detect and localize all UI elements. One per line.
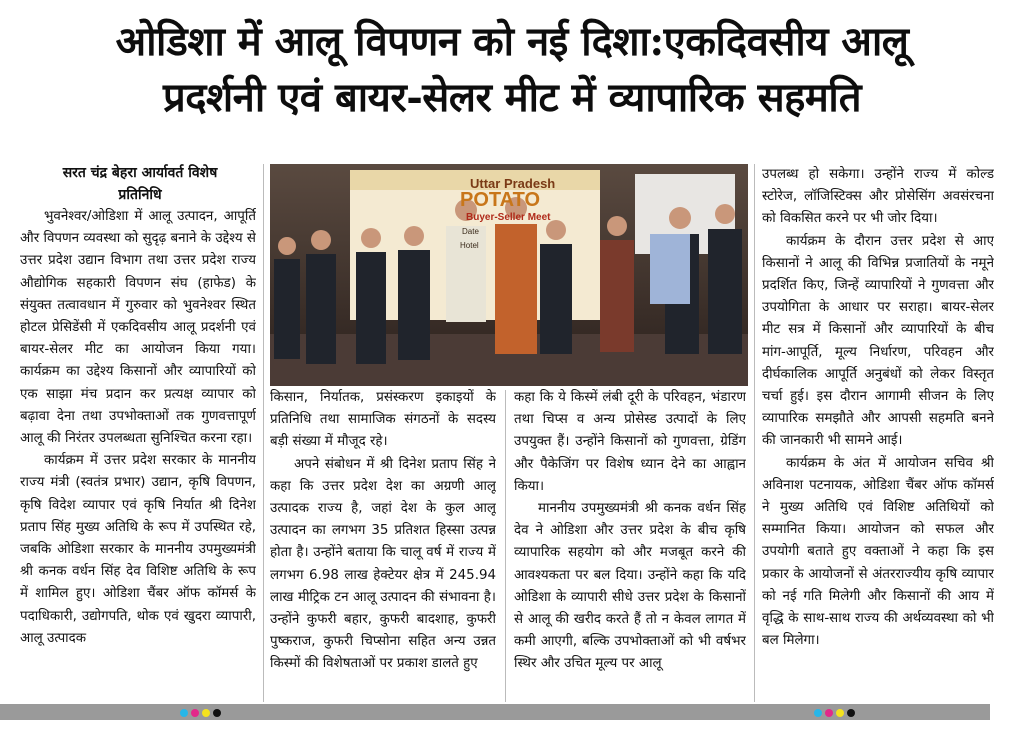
yellow-dot-icon (202, 709, 210, 717)
black-dot-icon (213, 709, 221, 717)
paragraph: भुवनेश्वर/ओडिशा में आलू उत्पादन, आपूर्ति और विपणन व्यवस्था को सुदृढ़ बनाने के उद्देश्य से उत्तर प्रदेश उद्यान विभाग तथा उत्तर प्रदेश राज्य औद्योगिक सहकारी विपणन संघ (हाफेड) के संयुक्त तत्वावधान में गुरुवार को भुवनेश्वर स्थित होटल प्रेसिडेंसी में एकदिवसीय आलू प्रदर्शनी एवं बायर-सेलर मीट का आयोजन किया गया। कार्यक्रम का उद्देश्य किसानों और व्यापारियों को एक साझा मंच प्रदान कर प्रत्यक्ष व्यापार को बढ़ावा देना तथा उपभोक्ताओं तक गुणवत्तापूर्ण आलू की निरंतर उपलब्धता सुनिश्चित करना रहा। (20, 209, 256, 447)
banner-text-2: POTATO (460, 189, 540, 211)
cyan-dot-icon (814, 709, 822, 717)
paragraph: माननीय उपमुख्यमंत्री श्री कनक वर्धन सिंह देव ने ओडिशा और उत्तर प्रदेश के बीच कृषि व्यापारिक सहयोग को और मजबूत करने की आवश्यकता पर बल दिया। उन्होंने कहा कि यदि ओडिशा के व्यापारी सीधे उत्तर प्रदेश के किसानों से आलू की खरीद करते हैं तो न केवल लागत में कमी आएगी, बल्कि उपभोक्ताओं को भी वर्षभर स्थिर और उचित मूल्य पर आलू (514, 501, 746, 672)
paragraph: कार्यक्रम के अंत में आयोजन सचिव श्री अविनाश पटनायक, ओडिशा चैंबर ऑफ कॉमर्स ने मुख्य अतिथि एवं विशिष्ट अतिथियों को सम्मानित किया। आयोजन को सफल और उपयोगी बताते हुए वक्ताओं ने कहा कि इस प्रकार के आयोजनों से अंतरराज्यीय कृषि व्यापार को नई गति मिलेगी और किसानों की आय में वृद्धि के साथ-साथ राज्य की अर्थव्यवस्था को भी बल मिलेगा। (762, 455, 994, 649)
banner-text-5: Hotel (460, 241, 479, 250)
paragraph: कार्यक्रम में उत्तर प्रदेश सरकार के माननीय राज्य मंत्री (स्वतंत्र प्रभार) उद्यान, कृषि विपणन, कृषि विदेश व्यापार एवं कृषि निर्यात श्री दिनेश प्रताप सिंह मुख्य अतिथि के रूप में उपस्थित रहे, जबकि ओडिशा सरकार के माननीय उपमुख्यमंत्री श्री कनक वर्धन सिंह देव विशिष्ट अतिथि के रूप में शामिल हुए। ओडिशा चैंबर ऑफ कॉमर्स के पदाधिकारी, उद्योगपति, थोक एवं खुदरा व्यापारी, आलू उत्पादक (20, 453, 256, 646)
black-dot-icon (847, 709, 855, 717)
article-column-3 (514, 387, 746, 703)
magenta-dot-icon (825, 709, 833, 717)
headline (0, 14, 1024, 126)
column-divider (505, 390, 506, 702)
column-divider (263, 164, 264, 702)
magenta-dot-icon (191, 709, 199, 717)
article-column-4 (762, 164, 994, 704)
byline-line-1: सरत चंद्र बेहरा आर्यावर्त विशेष (62, 165, 218, 181)
cyan-dot-icon (180, 709, 188, 717)
yellow-dot-icon (836, 709, 844, 717)
column-divider (754, 164, 755, 702)
banner-text-3: Buyer-Seller Meet (466, 212, 551, 223)
paragraph: कार्यक्रम के दौरान उत्तर प्रदेश से आए किसानों ने आलू की विभिन्न प्रजातियों के नमूने प्रदर्शित किए, जिन्हें व्यापारियों ने गुणवत्ता और उपयोगिता के आधार पर सराहा। बायर-सेलर मीट सत्र में किसानों और व्यापारियों के बीच मांग-आपूर्ति, मूल्य निर्धारण, परिवहन और दीर्घकालिक आपूर्ति अनुबंधों को लेकर विस्तृत चर्चा हुई। इस दौरान आगामी सीजन के लिए व्यापारिक समझौते और आपसी सहमति बनने की जानकारी भी सामने आई। (762, 233, 994, 449)
paragraph: किसान, निर्यातक, प्रसंस्करण इकाइयों के प्रतिनिधि तथा सामाजिक संगठनों के सदस्य बड़ी संख्या में मौजूद रहे। (270, 390, 496, 450)
paragraph: उपलब्ध हो सकेगा। उन्होंने राज्य में कोल्ड स्टोरेज, लॉजिस्टिक्स और प्रोसेसिंग अवसंरचना को विकसित करने पर भी जोर दिया। (762, 167, 994, 227)
banner-text-4: Date (462, 227, 479, 236)
paragraph: कहा कि ये किस्में लंबी दूरी के परिवहन, भंडारण तथा चिप्स व अन्य प्रोसेस्ड उत्पादों के लिए उपयुक्त हैं। उन्होंने किसानों को गुणवत्ता, ग्रेडिंग और पैकेजिंग पर विशेष ध्यान देने का आह्वान किया। (514, 390, 746, 494)
byline (20, 162, 260, 206)
article-column-1 (20, 206, 256, 700)
event-photo (270, 164, 748, 386)
headline-line-2: प्रदर्शनी एवं बायर-सेलर मीट में व्यापारिक सहमति (162, 74, 862, 121)
banner-text-1: Uttar Pradesh (470, 176, 556, 191)
paragraph: अपने संबोधन में श्री दिनेश प्रताप सिंह ने कहा कि उत्तर प्रदेश देश का अग्रणी आलू उत्पादक राज्य है, जहां देश के कुल आलू उत्पादन का लगभग 35 प्रतिशत हिस्सा उत्पन्न होता है। उन्होंने बताया कि चालू वर्ष में राज्य में लगभग 6.98 लाख हेक्टेयर क्षेत्र में 245.94 लाख मीट्रिक टन आलू उत्पादन की संभावना है। उन्होंने कुफरी बहार, कुफरी बादशाह, कुफरी पुष्कराज, कुफरी चिप्सोना सहित अन्य उन्नत किस्मों की विशेषताओं पर प्रकाश डालते हुए (270, 456, 496, 672)
article-column-2 (270, 387, 496, 703)
byline-line-2: प्रतिनिधि (118, 187, 162, 203)
registration-marks-left (180, 709, 221, 717)
headline-line-1: ओडिशा में आलू विपणन को नई दिशा:एकदिवसीय आलू (115, 18, 909, 65)
registration-marks-right (814, 709, 855, 717)
